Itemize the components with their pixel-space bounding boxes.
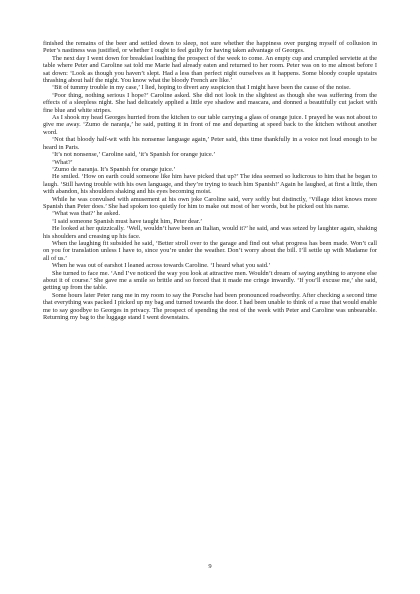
paragraph: ‘It’s not nonsense,’ Caroline said, ‘it’s Spanish for orange juice.’ [52,151,216,159]
book-page [43,40,377,580]
paragraph: ‘Bit of tummy trouble in my case,’ I lied, hoping to divert any suspicion that I might have been the cause of the noise. [52,84,351,92]
paragraph: finished the remains of the beer and settled down to sleep, not sure whether the happiness over purging myself of collusion in Peter’s nastiness was justified, or whether I ought to feel guilty for having taken advantage of Georges. [43,40,377,55]
paragraph: As I shook my head Georges hurried from the kitchen to our table carrying a glass of orange juice. I prayed he was not about to give me away. ‘Zumo de naranja,’ he said, putting it in front of me and departing at speed back to the kitchen without another word. [43,114,377,136]
paragraph: ‘Not that bloody half-wit with his nonsense language again,’ Peter said, this time thankfully in a voice not loud enough to be heard in Paris. [43,136,377,151]
paragraph: Some hours later Peter rang me in my room to say the Porsche had been pronounced roadworthy. After checking a second time that everything was packed I picked up my bag and turned towards the door. I had been unable to think of a ruse that would enable me to say goodbye to Georges in privacy. The prospect of spending the rest of the week with Peter and Caroline was unbearable. Returning my bag to the luggage stand I went downstairs. [43,291,377,322]
paragraph: The next day I went down for breakfast loathing the prospect of the week to come. An empty cup and crumpled serviette at the table where Peter and Caroline sat told me Marie had already eaten and returned to her room. Peter was on to me almost before I sat down: ‘Look as though you haven’t slept. Had a less than perfect night ourselves as it happens. Some bloody couple upstairs thrashing about half the night. You know what the bloody French are like.’ [43,54,377,85]
page-number: 9 [208,563,212,570]
paragraph: He looked at her quizzically. ‘Well, wouldn’t have been an Italian, would it?’ he said, and was seized by laughter again, shaking his shoulders and creasing up his face. [43,225,377,240]
paragraph: When the laughing fit subsided he said, ‘Better stroll over to the garage and find out what progress has been made. Won’t call on you for translation unless I have to, since you’re under the weather. Don’t worry about the bill. I’ll settle up with Madame for all of us.’ [43,239,377,262]
body-text [43,40,377,321]
paragraph: ‘What was that?’ he asked. [52,210,121,218]
paragraph: While he was convulsed with amusement at his own joke Caroline said, very softly but distinctly, ‘Village idiot knows more Spanish than Peter does.’ She had spoken too quietly for him to make out most of her words, but he picked out his name. [43,195,377,210]
paragraph: He smiled. ‘How on earth could someone like him have picked that up?’ The idea seemed so ludicrous to him that he began to laugh. ‘Still having trouble with his own language, and they’re trying to teach him Spanish!’ Again he laughed, at first a little, then with abandon, his shoulders shaking and his eyes becoming moist. [43,173,377,196]
paragraph: ‘Poor thing, nothing serious I hope?’ Caroline asked. She did not look in the slightest as though she was suffering from the effects of a sleepless night. She had delicately applied a little eye shadow and mascara, and donned a beautifully cut jacket with fine blue and white stripes. [43,91,377,114]
paragraph: ‘I said someone Spanish must have taught him, Peter dear.’ [52,217,203,225]
paragraph: When he was out of earshot I leaned across towards Caroline. ‘I heard what you said.’ [52,262,271,270]
paragraph: ‘What?’ [52,158,73,166]
paragraph: ‘Zumo de naranja. It’s Spanish for orange juice.’ [52,165,176,173]
paragraph: She turned to face me. ‘And I’ve noticed the way you look at attractive men. Wouldn’t dream of saying anything to anyone else about it of course.’ She gave me a smile so brittle and so forced that it made me cringe inwardly. ‘If you’ll excuse me,’ she said, getting up from the table. [43,269,377,292]
